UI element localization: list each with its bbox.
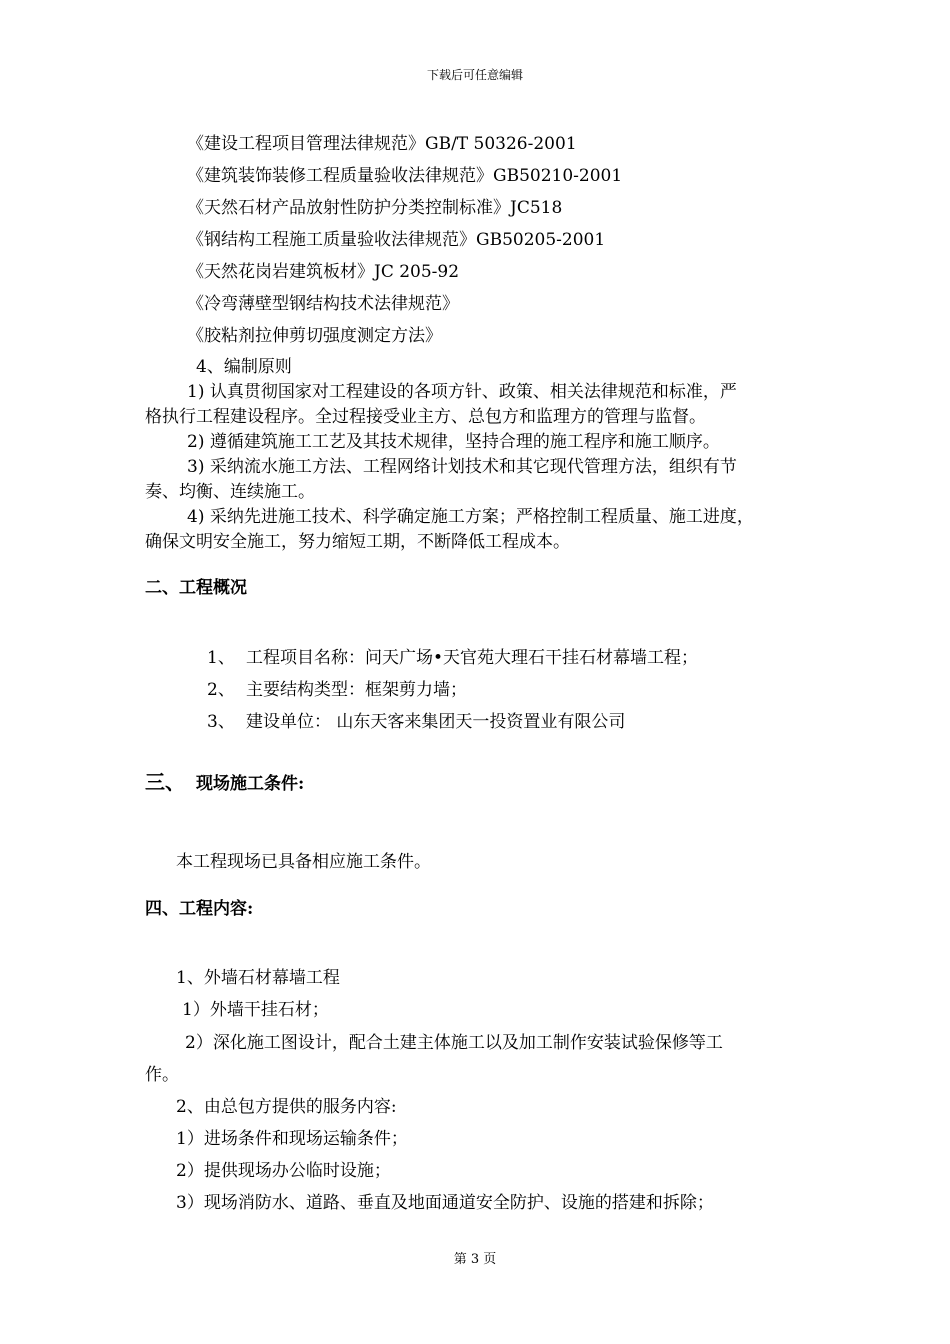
- standard-item: 《天然花岗岩建筑板材》JC 205-92: [187, 262, 460, 282]
- standard-item: 《冷弯薄壁型钢结构技术法律规范》: [187, 294, 459, 314]
- section-heading-number: 三、: [145, 770, 185, 794]
- content-line: 3）现场消防水、道路、垂直及地面通道安全防护、设施的搭建和拆除；: [176, 1193, 714, 1213]
- content-line: 作。: [145, 1065, 179, 1085]
- principle-paragraph: 奏、均衡、连续施工。: [145, 482, 315, 502]
- content-line: 2、由总包方提供的服务内容:: [176, 1097, 397, 1117]
- principle-paragraph: 1) 认真贯彻国家对工程建设的各项方针、政策、相关法律规范和标准，严: [187, 382, 737, 402]
- content-line: 2）提供现场办公临时设施；: [176, 1161, 391, 1181]
- principles-title: 4、编制原则: [196, 357, 292, 377]
- standard-item: 《钢结构工程施工质量验收法律规范》GB50205-2001: [187, 230, 606, 250]
- content-line: 2）深化施工图设计，配合土建主体施工以及加工制作安装试验保修等工: [185, 1033, 723, 1053]
- standard-item: 《天然石材产品放射性防护分类控制标准》JC518: [187, 198, 563, 218]
- page-number: 第 3 页: [453, 1252, 497, 1267]
- section-heading-overview: 二、工程概况: [145, 578, 247, 598]
- content-line: 1）进场条件和现场运输条件；: [176, 1129, 408, 1149]
- content-line: 1）外墙干挂石材；: [182, 1000, 329, 1020]
- page-header: 下载后可任意编辑: [426, 68, 523, 82]
- site-paragraph: 本工程现场已具备相应施工条件。: [176, 852, 431, 872]
- standard-item: 《建设工程项目管理法律规范》GB/T 50326-2001: [187, 134, 577, 154]
- standard-item: 《建筑装饰装修工程质量验收法律规范》GB50210-2001: [187, 166, 623, 186]
- principle-paragraph: 格执行工程建设程序。全过程接受业主方、总包方和监理方的管理与监督。: [145, 407, 706, 427]
- overview-item-number: 1、: [207, 648, 235, 668]
- principle-paragraph: 3) 采纳流水施工方法、工程网络计划技术和其它现代管理方法，组织有节: [187, 457, 737, 477]
- overview-item-text: 工程项目名称：问天广场•天官苑大理石干挂石材幕墙工程；: [246, 648, 699, 668]
- principle-paragraph: 4) 采纳先进施工技术、科学确定施工方案；严格控制工程质量、施工进度，: [187, 507, 754, 527]
- overview-item-text: 主要结构类型：框架剪力墙；: [246, 680, 467, 700]
- standard-item: 《胶粘剂拉伸剪切强度测定方法》: [187, 326, 442, 346]
- overview-item-text: 建设单位： 山东天客来集团天一投资置业有限公司: [246, 712, 626, 732]
- content-line: 1、外墙石材幕墙工程: [176, 968, 340, 988]
- section-heading-content: 四、工程内容:: [145, 899, 254, 919]
- overview-item-number: 3、: [207, 712, 235, 732]
- principle-paragraph: 2) 遵循建筑施工工艺及其技术规律，坚持合理的施工程序和施工顺序。: [187, 432, 720, 452]
- section-heading-site: 现场施工条件:: [196, 774, 305, 794]
- overview-item-number: 2、: [207, 680, 235, 700]
- principle-paragraph: 确保文明安全施工，努力缩短工期，不断降低工程成本。: [145, 532, 570, 552]
